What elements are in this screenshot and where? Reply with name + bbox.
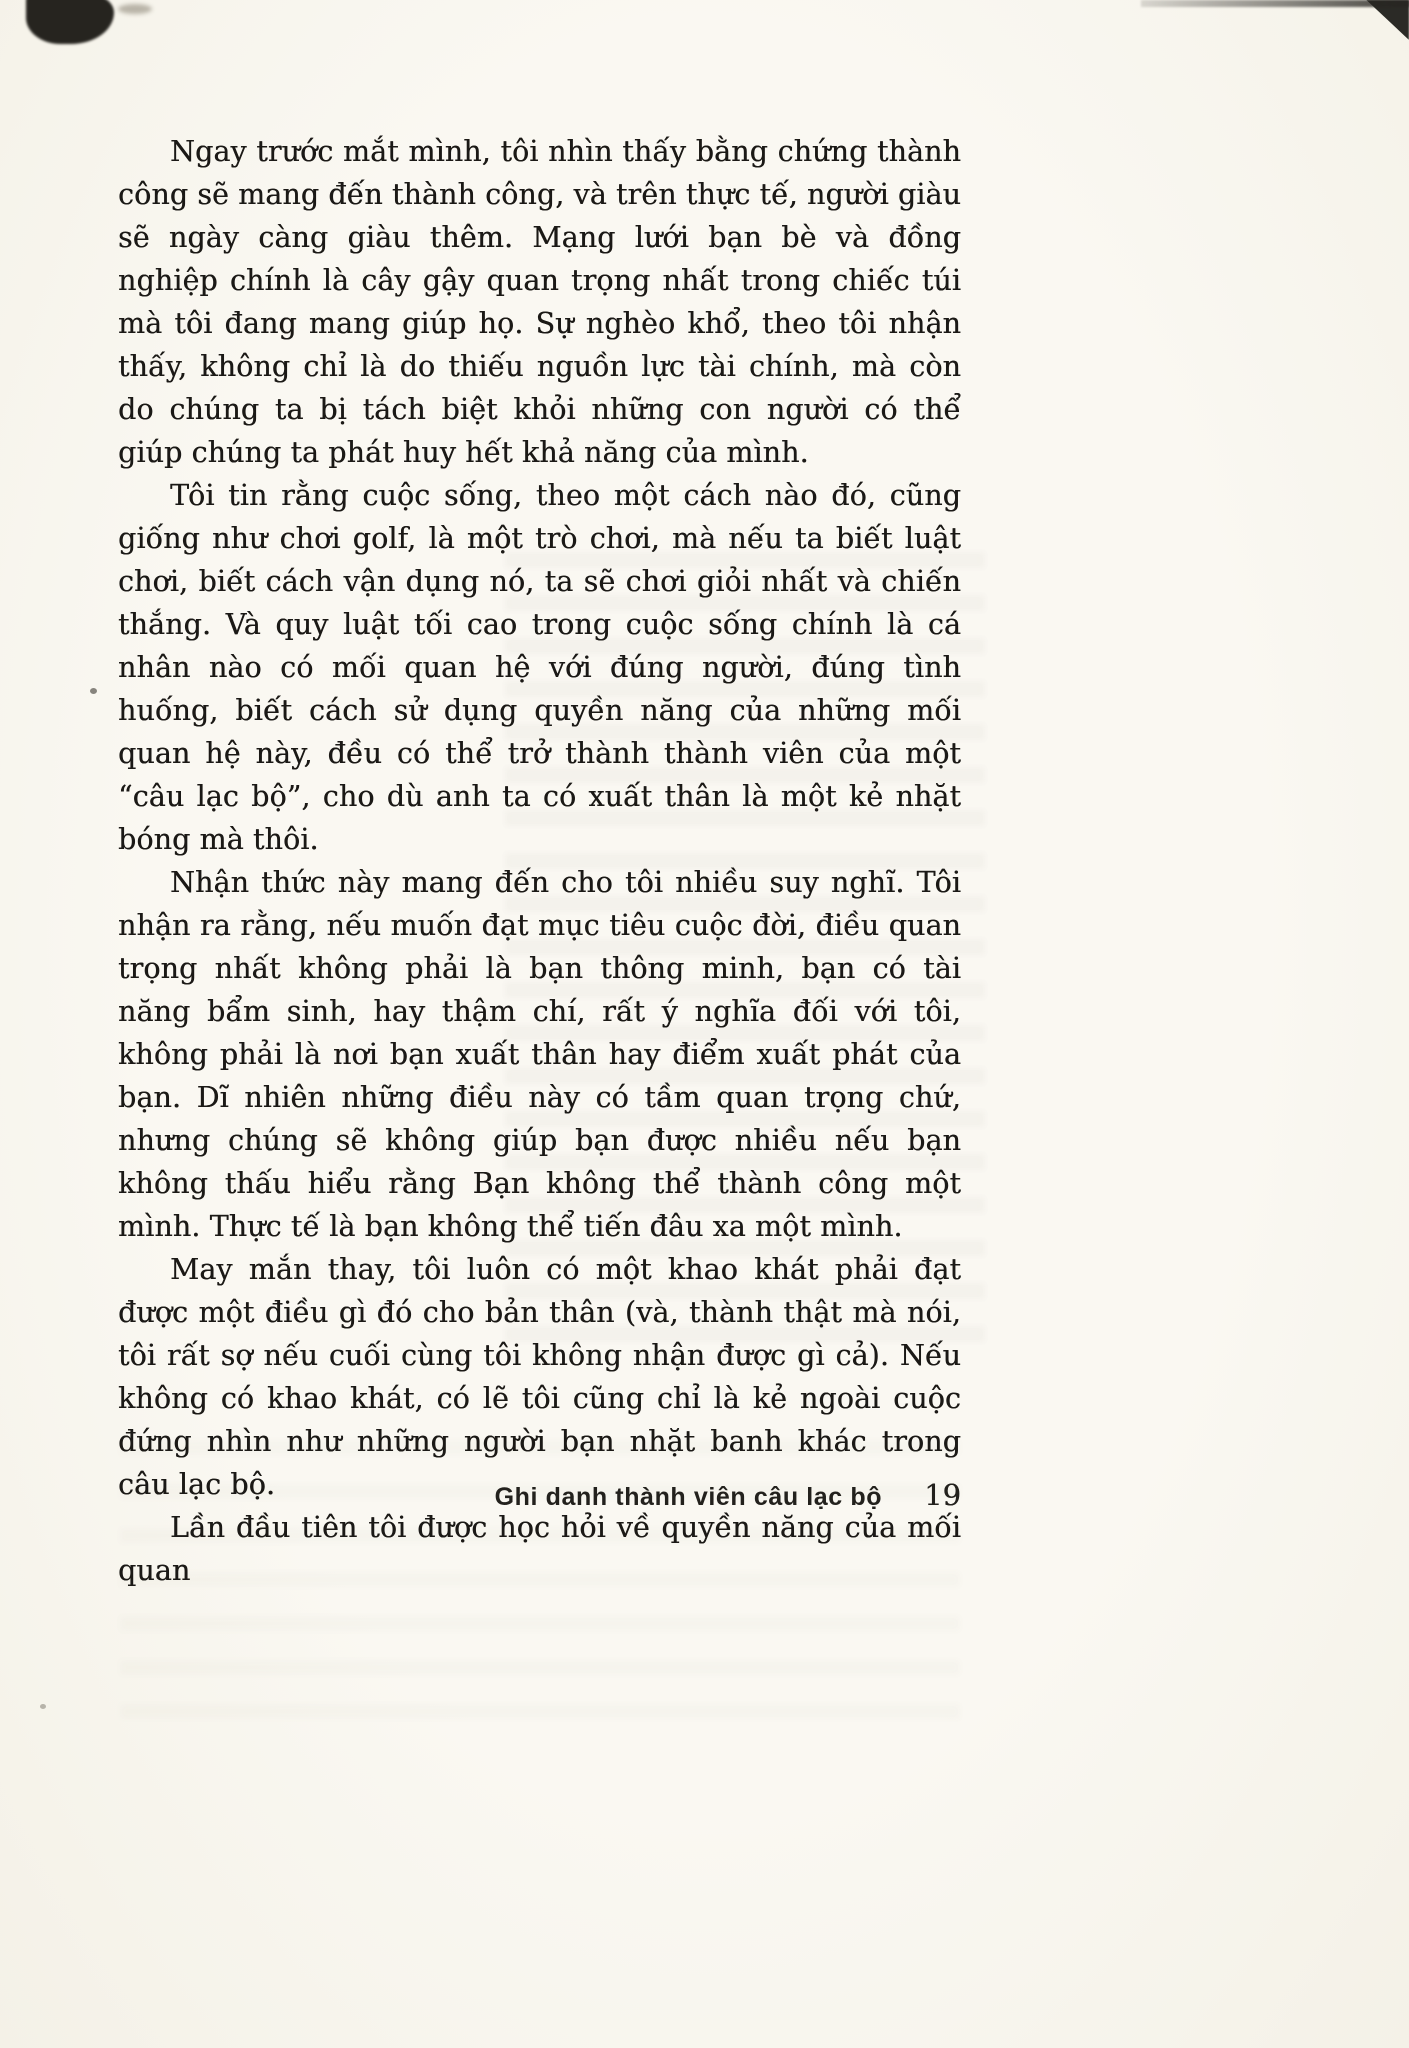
scan-artifact-dot xyxy=(90,688,97,694)
scan-artifact-dot xyxy=(40,1704,46,1709)
paragraph-4: May mắn thay, tôi luôn có một khao khát phải đạt được một điều gì đó cho bản thân (và, thành thật mà nói, tôi rất sợ nếu cuối cùng tôi không nhận được gì cả). Nếu không có khao khát, có lẽ tôi cũng chỉ là kẻ ngoài cuộc đứng nhìn như những người bạn nhặt banh khác trong câu lạc bộ. xyxy=(118,1253,961,1501)
running-title: Ghi danh thành viên câu lạc bộ xyxy=(494,1483,883,1511)
scan-artifact-top-left-smudge xyxy=(118,4,152,14)
paragraph-1: Ngay trước mắt mình, tôi nhìn thấy bằng chứng thành công sẽ mang đến thành công, và trên thực tế, người giàu sẽ ngày càng giàu thêm. Mạng lưới bạn bè và đồng nghiệp chính là cây gậy quan trọng nhất trong chiếc túi mà tôi đang mang giúp họ. Sự nghèo khổ, theo tôi nhận thấy, không chỉ là do thiếu nguồn lực tài chính, mà còn do chúng ta bị tách biệt khỏi những con người có thể giúp chúng ta phát huy hết khả năng của mình. xyxy=(118,135,961,469)
paragraph-2: Tôi tin rằng cuộc sống, theo một cách nào đó, cũng giống như chơi golf, là một trò chơi, mà nếu ta biết luật chơi, biết cách vận dụng nó, ta sẽ chơi giỏi nhất và chiến thắng. Và quy luật tối cao trong cuộc sống chính là cá nhân nào có mối quan hệ với đúng người, đúng tình huống, biết cách sử dụng quyền năng của những mối quan hệ này, đều có thể trở thành thành viên của một “câu lạc bộ”, cho dù anh ta có xuất thân là một kẻ nhặt bóng mà thôi. xyxy=(118,479,961,856)
scan-artifact-top-edge xyxy=(1141,0,1409,7)
paragraph-5: Lần đầu tiên tôi được học hỏi về quyền năng của mối quan xyxy=(118,1511,961,1587)
paragraph-3: Nhận thức này mang đến cho tôi nhiều suy nghĩ. Tôi nhận ra rằng, nếu muốn đạt mục tiêu cuộc đời, điều quan trọng nhất không phải là bạn thông minh, bạn có tài năng bẩm sinh, hay thậm chí, rất ý nghĩa đối với tôi, không phải là nơi bạn xuất thân hay điểm xuất phát của bạn. Dĩ nhiên những điều này có tầm quan trọng chứ, nhưng chúng sẽ không giúp bạn được nhiều nếu bạn không thấu hiểu rằng Bạn không thể thành công một mình. Thực tế là bạn không thể tiến đâu xa một mình. xyxy=(118,866,961,1243)
page-footer xyxy=(118,1478,961,1512)
page-body-text xyxy=(118,130,961,1592)
scan-artifact-top-left-blob xyxy=(26,0,114,44)
page-number: 19 xyxy=(924,1478,961,1512)
